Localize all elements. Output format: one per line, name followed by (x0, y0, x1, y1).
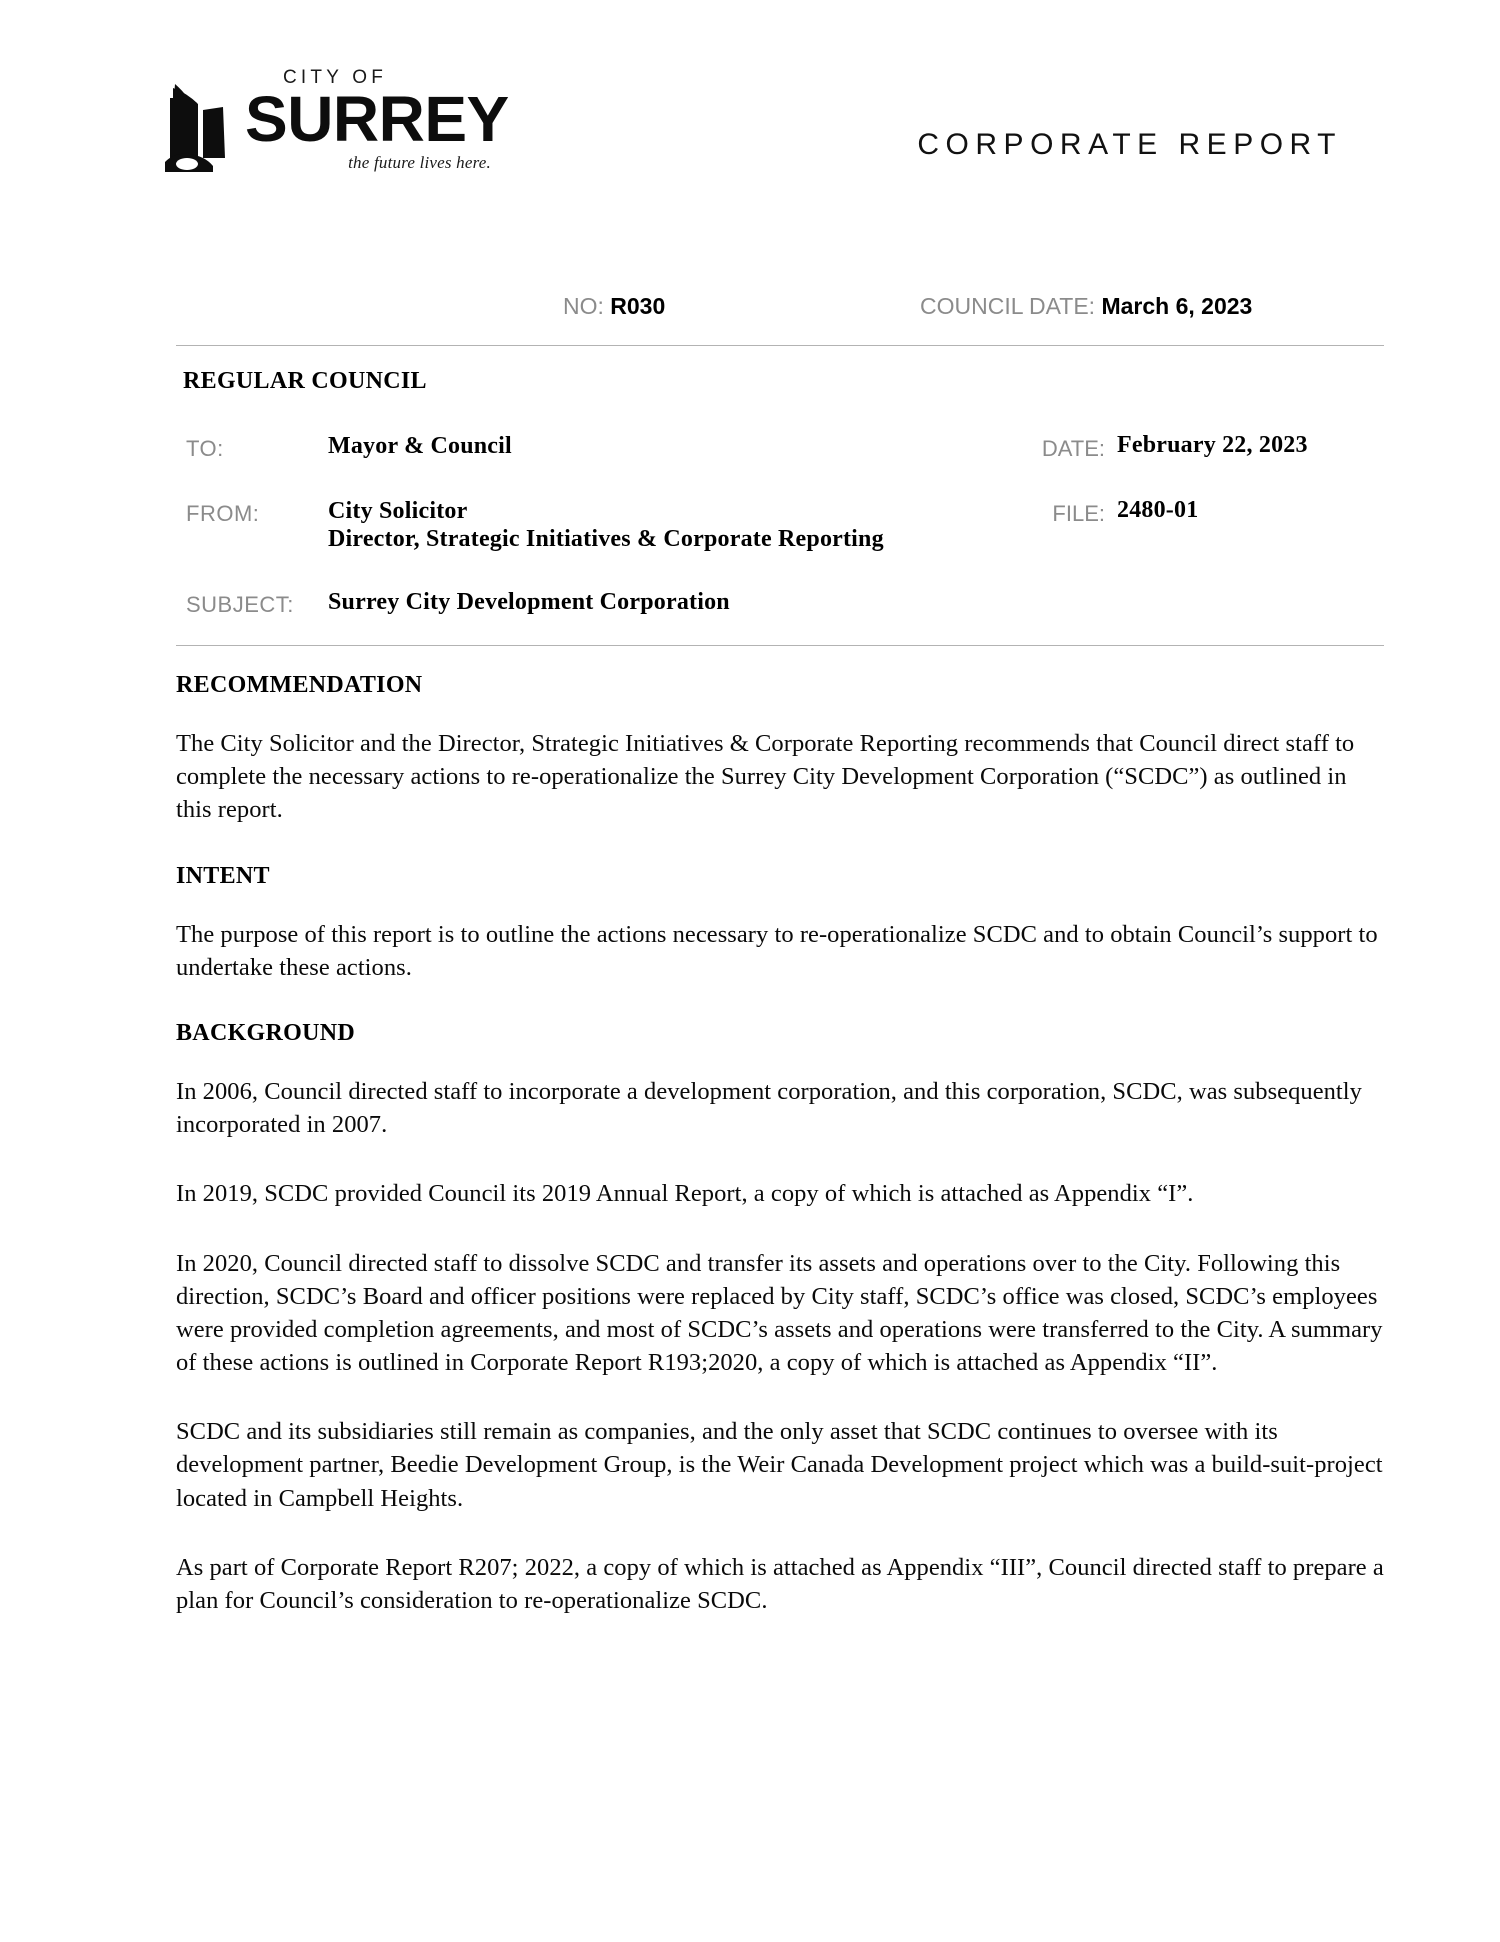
report-meta-row (0, 293, 1500, 333)
section-heading-recommendation: RECOMMENDATION (176, 672, 423, 698)
paragraph-background-3: In 2020, Council directed staff to dissolve SCDC and transfer its assets and operations over to the City. Following this direction, SCDC’s Board and officer positions were replaced by City staff, SCDC’s office was closed, SCDC’s employees were provided completion agreements, and most of SCDC’s assets and operations were transferred to the City. A summary of these actions is outlined in Corporate Report R193;2020, a copy of which is attached as Appendix “II”. (176, 1249, 1383, 1377)
logo-surrey-text: SURREY (245, 83, 509, 155)
subject-label: SUBJECT: (186, 592, 294, 617)
divider-top (176, 345, 1384, 346)
council-date-label: COUNCIL DATE: (920, 293, 1096, 319)
from-value (328, 497, 884, 554)
paragraph-intent: The purpose of this report is to outline the actions necessary to re-operationalize SCDC and to obtain Council’s support to undertake these actions. (176, 920, 1378, 981)
paragraph-recommendation: The City Solicitor and the Director, Strategic Initiatives & Corporate Reporting recommends that Council direct staff to complete the necessary actions to re-operationalize the Surrey City Development Corporation (“SCDC”) as outlined in this report. (176, 730, 1355, 824)
date-value: February 22, 2023 (1117, 432, 1308, 458)
council-type-heading: REGULAR COUNCIL (183, 368, 427, 394)
to-value: Mayor & Council (328, 433, 512, 459)
paragraph-background-4: SCDC and its subsidiaries still remain as companies, and the only asset that SCDC continues to oversee with its development partner, Beedie Development Group, is the Weir Canada Development project which was a build-suit-project located in Campbell Heights. (176, 1418, 1383, 1512)
council-date-value: March 6, 2023 (1101, 293, 1253, 319)
logo-tagline: the future lives here. (348, 153, 491, 173)
surrey-logo-mark-icon (165, 74, 235, 172)
paragraph-background-2: In 2019, SCDC provided Council its 2019 Annual Report, a copy of which is attached as Appendix “I”. (176, 1180, 1194, 1208)
city-of-surrey-logo (165, 67, 509, 188)
from-value-line-2: Director, Strategic Initiatives & Corporate Reporting (328, 526, 884, 553)
section-heading-intent: INTENT (176, 862, 270, 889)
report-number-label: NO: (563, 293, 604, 319)
to-label: TO: (186, 436, 224, 461)
page-title: CORPORATE REPORT (917, 128, 1342, 161)
document-header (0, 0, 1500, 230)
document-body (176, 672, 1384, 1617)
logo-wordmark (245, 67, 509, 173)
section-heading-background: BACKGROUND (176, 1019, 356, 1046)
from-value-line-1: City Solicitor (328, 498, 468, 524)
subject-value: Surrey City Development Corporation (328, 589, 730, 615)
file-label: FILE: (1052, 501, 1105, 526)
paragraph-background-5: As part of Corporate Report R207; 2022, a copy of which is attached as Appendix “III”, Council directed staff to prepare a plan for Council’s consideration to re-operationalize SCDC. (176, 1553, 1384, 1614)
logo-city-of-text: CITY OF (283, 67, 387, 88)
council-date (920, 293, 1252, 320)
file-value: 2480-01 (1117, 497, 1199, 523)
date-label: DATE: (1041, 436, 1105, 461)
divider-bottom (176, 645, 1384, 646)
from-label: FROM: (186, 501, 260, 526)
paragraph-background-1: In 2006, Council directed staff to incorporate a development corporation, and this corporation, SCDC, was subsequently incorporated in 2007. (176, 1077, 1362, 1139)
report-number-value: R030 (610, 293, 666, 319)
report-number (563, 293, 665, 320)
